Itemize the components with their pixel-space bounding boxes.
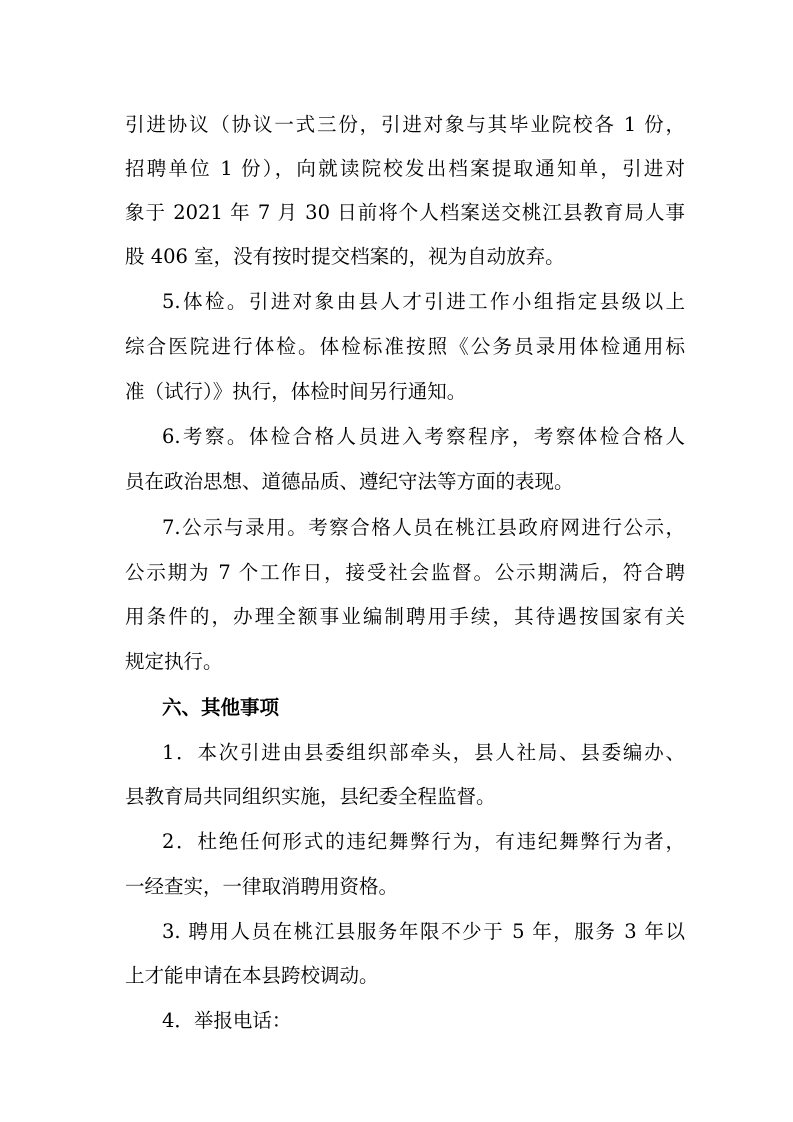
paragraph-7-line-2: 公示期为 7 个工作日，接受社会监督。公示期满后，符合聘 xyxy=(125,561,685,584)
item-1-line-1: 1．本次引进由县委组织部牵头，县人社局、县委编办、 xyxy=(162,741,685,764)
paragraph-6-line-2: 员在政治思想、道德品质、遵纪守法等方面的表现。 xyxy=(125,470,574,493)
paragraph-6-line-1: 6.考察。体检合格人员进入考察程序，考察体检合格人 xyxy=(162,425,685,448)
text-line-3: 象于 2021 年 7 月 30 日前将个人档案送交桃江县教育局人事 xyxy=(125,201,685,224)
item-2-line-2: 一经查实，一律取消聘用资格。 xyxy=(125,875,399,898)
paragraph-7-line-3: 用条件的，办理全额事业编制聘用手续，其待遇按国家有关 xyxy=(125,605,685,628)
item-1-line-2: 县教育局共同组织实施，县纪委全程监督。 xyxy=(125,785,496,808)
text-line-2: 招聘单位 1 份），向就读院校发出档案提取通知单，引进对 xyxy=(125,157,685,180)
item-3-line-2: 上才能申请在本县跨校调动。 xyxy=(125,964,379,987)
item-3-line-1: 3. 聘用人员在桃江县服务年限不少于 5 年，服务 3 年以 xyxy=(162,920,685,943)
section-heading: 六、其他事项 xyxy=(162,696,280,719)
text-line-4: 股 406 室，没有按时提交档案的，视为自动放弃。 xyxy=(125,245,565,268)
item-4-line-1: 4．举报电话： xyxy=(162,1009,292,1032)
item-2-line-1: 2．杜绝任何形式的违纪舞弊行为，有违纪舞弊行为者， xyxy=(162,830,685,853)
paragraph-5-line-3: 准（试行）》执行，体检时间另行通知。 xyxy=(125,380,467,403)
paragraph-7-line-4: 规定执行。 xyxy=(125,650,223,673)
text-line-1: 引进协议（协议一式三份，引进对象与其毕业院校各 1 份， xyxy=(125,113,685,136)
paragraph-5-line-1: 5.体检。引进对象由县人才引进工作小组指定县级以上 xyxy=(162,290,685,313)
paragraph-5-line-2: 综合医院进行体检。体检标准按照《公务员录用体检通用标 xyxy=(125,335,685,358)
paragraph-7-line-1: 7.公示与录用。考察合格人员在桃江县政府网进行公示， xyxy=(162,516,685,539)
